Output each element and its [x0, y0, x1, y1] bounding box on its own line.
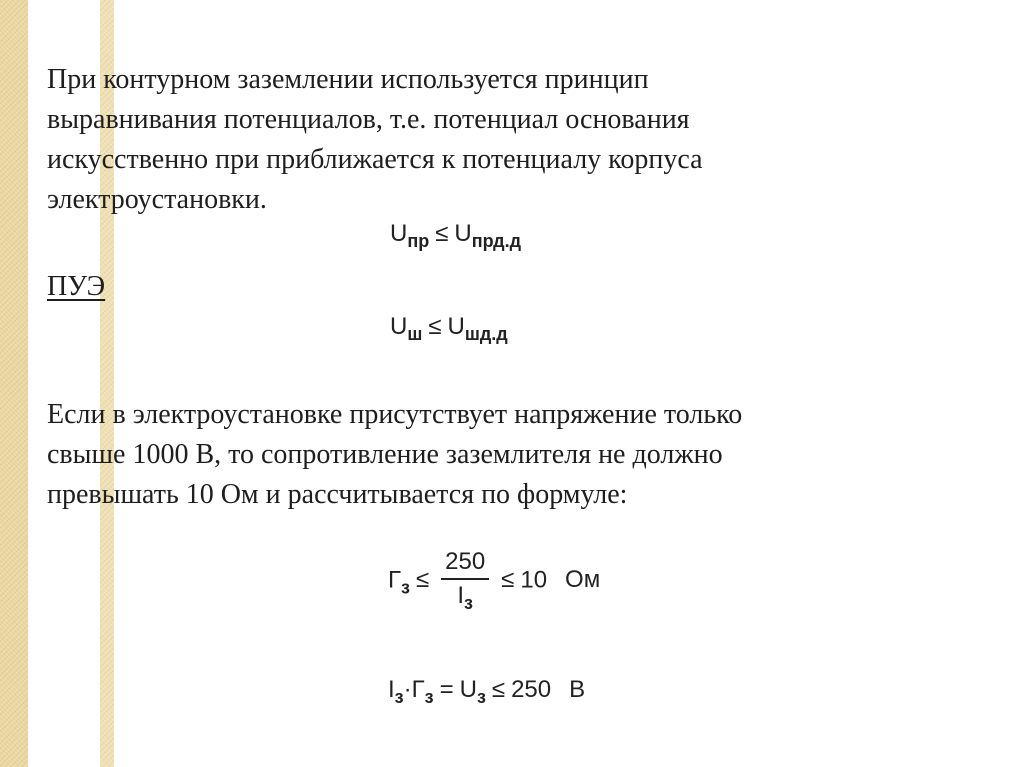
- paragraph-line: электроустановки.: [47, 184, 267, 215]
- formula-operator: ≤: [435, 220, 449, 247]
- paragraph-line: Если в электроустановке присутствует напряжение только: [47, 399, 743, 430]
- paragraph-line: При контурном заземлении используется принцип: [47, 64, 649, 95]
- fraction-numerator: 250: [441, 548, 489, 580]
- formula-symbol: U: [459, 676, 477, 703]
- formula-value: 250: [511, 676, 552, 703]
- paragraph-line: искусственно при приближается к потенциалу корпуса: [47, 144, 703, 175]
- formula-symbol: U: [390, 220, 408, 247]
- formula-symbol: U: [454, 220, 472, 247]
- formula-operator: =: [439, 676, 454, 703]
- decorative-stripe-outer: [0, 0, 28, 767]
- formula-operator: ≤: [415, 566, 430, 594]
- formula-symbol: U: [447, 313, 465, 340]
- formula-subscript: з: [424, 687, 434, 707]
- formula-operator: ≤: [501, 566, 515, 594]
- paragraph-line: превышать 10 Ом и рассчитывается по формуле:: [47, 479, 628, 510]
- paragraph-resistance-requirement: [47, 395, 742, 515]
- formula-subscript: з: [464, 593, 473, 613]
- formula-unit: Ом: [565, 566, 601, 594]
- formula-symbol: I: [457, 582, 464, 609]
- formula-symbol: U: [390, 313, 408, 340]
- formula-touch-voltage: [390, 220, 521, 252]
- formula-subscript: пр: [407, 231, 430, 251]
- formula-subscript: ш: [407, 324, 423, 344]
- formula-operator: ·: [403, 676, 412, 703]
- formula-symbol: I: [388, 676, 395, 703]
- formula-subscript: з: [394, 687, 404, 707]
- formula-subscript: з: [401, 577, 410, 598]
- formula-grounding-voltage: [388, 676, 585, 708]
- fraction-denominator: [441, 580, 489, 614]
- formula-step-voltage: [390, 313, 508, 345]
- formula-operator: ≤: [491, 676, 506, 703]
- formula-unit: В: [569, 676, 586, 703]
- paragraph-line: выравнивания потенциалов, т.е. потенциал основания: [47, 104, 690, 135]
- formula-fraction: [441, 548, 489, 614]
- formula-subscript: шд.д: [464, 324, 508, 344]
- formula-operator: ≤: [428, 313, 442, 340]
- formula-symbol: Г: [411, 676, 425, 703]
- formula-subscript: прд.д: [471, 231, 522, 251]
- formula-grounding-resistance: [388, 548, 600, 614]
- formula-subscript: з: [476, 687, 486, 707]
- formula-symbol: Г: [388, 566, 401, 594]
- paragraph-contour-grounding: [47, 60, 703, 220]
- formula-value: 10: [520, 566, 548, 594]
- paragraph-line: свыше 1000 В, то сопротивление заземлителя не должно: [47, 439, 723, 470]
- heading-pue: ПУЭ: [47, 271, 106, 302]
